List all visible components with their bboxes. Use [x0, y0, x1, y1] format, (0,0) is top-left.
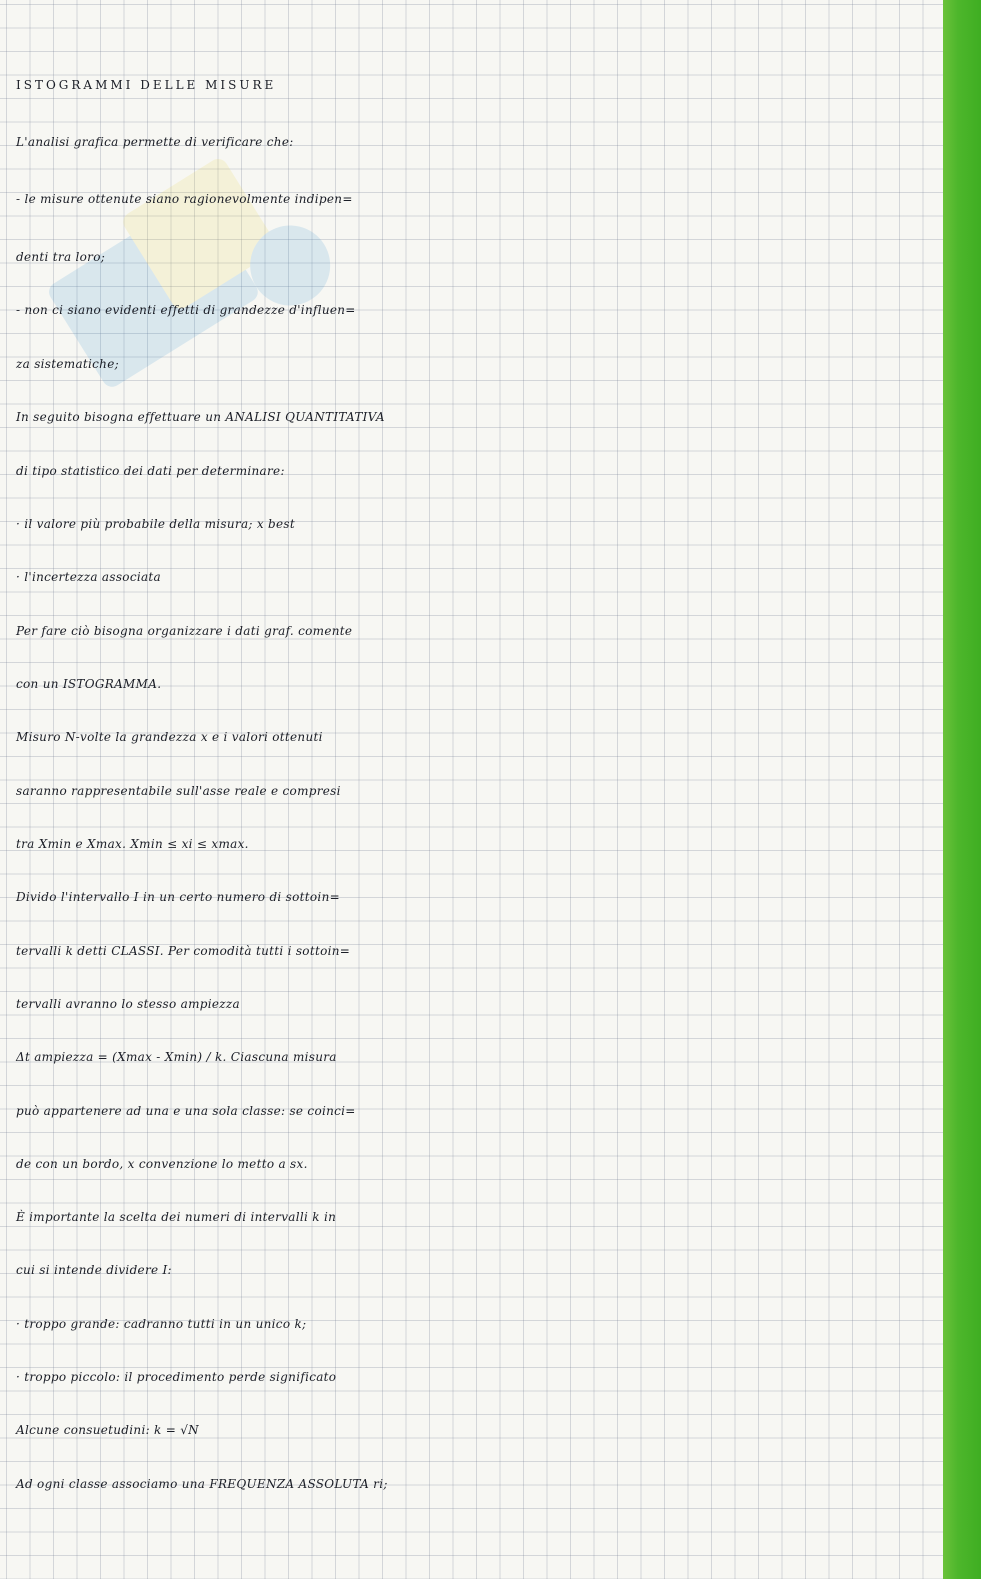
text-line: L'analisi grafica permette di verificare che:: [16, 135, 294, 149]
text-line: con un ISTOGRAMMA.: [16, 677, 162, 691]
text-line: de con un bordo, x convenzione lo metto a sx.: [16, 1157, 308, 1171]
text-line: Divido l'intervallo I in un certo numero di sottoin=: [16, 890, 340, 904]
text-line: Per fare ciò bisogna organizzare i dati graf. comente: [16, 624, 353, 638]
text-line: za sistematiche;: [16, 357, 119, 371]
text-line: È importante la scelta dei numeri di intervalli k in: [16, 1210, 337, 1224]
text-line: Misuro N-volte la grandezza x e i valori ottenuti: [16, 730, 323, 744]
text-line: Δt ampiezza = (Xmax - Xmin) / k. Ciascuna misura: [16, 1050, 337, 1064]
text-line: denti tra loro;: [16, 250, 106, 264]
text-line: · l'incertezza associata: [16, 570, 162, 584]
text-line: tervalli k detti CLASSI. Per comodità tutti i sottoin=: [16, 944, 351, 958]
text-line: - le misure ottenute siano ragionevolmente indipen=: [16, 192, 353, 206]
text-line: saranno rappresentabile sull'asse reale e compresi: [16, 784, 341, 798]
page-edge-border: [943, 0, 981, 1579]
text-line: tervalli avranno lo stesso ampiezza: [16, 997, 241, 1011]
text-line: cui si intende dividere I:: [16, 1263, 172, 1277]
text-line: può appartenere ad una e una sola classe: se coinci=: [16, 1104, 356, 1118]
page-title: ISTOGRAMMI DELLE MISURE: [16, 78, 277, 92]
text-line: Ad ogni classe associamo una FREQUENZA ASSOLUTA ri;: [16, 1477, 388, 1491]
text-line: · il valore più probabile della misura; x best: [16, 517, 296, 531]
text-line: Alcune consuetudini: k = √N: [16, 1423, 199, 1437]
text-line: - non ci siano evidenti effetti di grandezze d'influen=: [16, 303, 356, 317]
text-line: · troppo grande: cadranno tutti in un unico k;: [16, 1317, 307, 1331]
text-line: In seguito bisogna effettuare un ANALISI QUANTITATIVA: [16, 410, 385, 424]
text-line: tra Xmin e Xmax. Xmin ≤ xi ≤ xmax.: [16, 837, 249, 851]
text-line: di tipo statistico dei dati per determinare:: [16, 464, 285, 478]
text-line: · troppo piccolo: il procedimento perde significato: [16, 1370, 337, 1384]
